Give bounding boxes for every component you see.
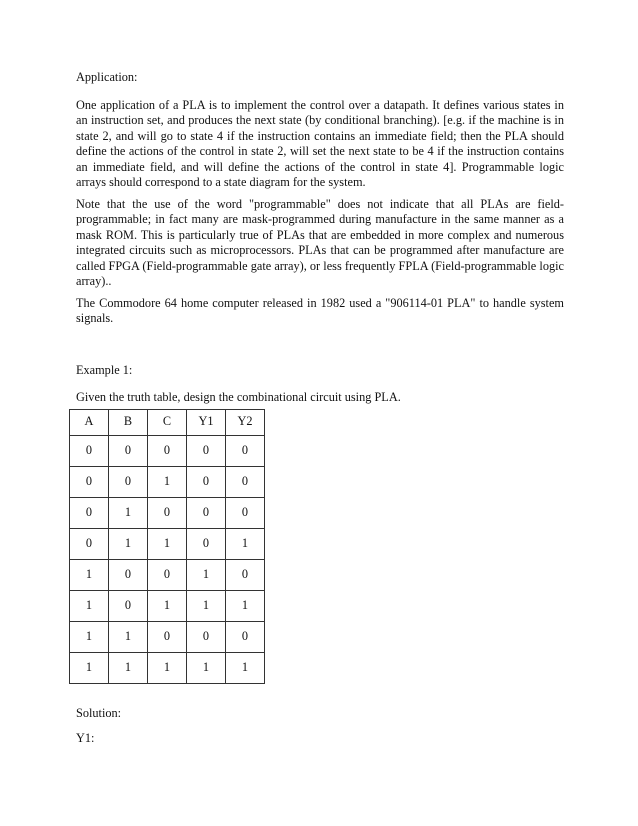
paragraph-programmable-note: Note that the use of the word "programmable" does not indicate that all PLAs are field-programmable; in fact many are mask-programmed during manufacture in the same manner as a mask ROM. This is particularly true of PLAs that are embedded in more complex and numerous integrated circuits such as microprocessors. PLAs that can be programmed after manufacture are called FPGA (Field-programmable gate array), or less frequently FPLA (Field-programmable logic array).. xyxy=(76,196,564,288)
table-cell: 1 xyxy=(226,590,265,621)
table-cell: 1 xyxy=(226,528,265,559)
table-cell: 1 xyxy=(70,590,109,621)
table-cell: 0 xyxy=(226,466,265,497)
truth-table-body xyxy=(70,435,265,683)
table-cell: 0 xyxy=(70,497,109,528)
table-cell: 0 xyxy=(109,435,148,466)
table-row xyxy=(70,528,265,559)
example-prompt: Given the truth table, design the combinational circuit using PLA. xyxy=(76,390,401,404)
table-cell: 1 xyxy=(148,652,187,683)
table-cell: 0 xyxy=(187,621,226,652)
table-cell: 0 xyxy=(109,559,148,590)
table-cell: 0 xyxy=(70,435,109,466)
table-cell: 0 xyxy=(148,497,187,528)
truth-table xyxy=(69,409,265,684)
table-cell: 0 xyxy=(226,497,265,528)
table-row xyxy=(70,466,265,497)
table-cell: 1 xyxy=(226,652,265,683)
table-row xyxy=(70,559,265,590)
table-cell: 1 xyxy=(70,652,109,683)
table-row xyxy=(70,621,265,652)
paragraph-commodore: The Commodore 64 home computer released in 1982 used a "906114-01 PLA" to handle system signals. xyxy=(76,295,564,325)
table-cell: 0 xyxy=(226,621,265,652)
table-cell: 1 xyxy=(187,559,226,590)
table-row xyxy=(70,590,265,621)
table-row xyxy=(70,497,265,528)
table-row xyxy=(70,652,265,683)
table-cell: 1 xyxy=(109,621,148,652)
table-cell: 0 xyxy=(187,497,226,528)
table-cell: 0 xyxy=(187,435,226,466)
table-row xyxy=(70,435,265,466)
table-cell: 1 xyxy=(109,497,148,528)
table-cell: 1 xyxy=(148,590,187,621)
table-cell: 0 xyxy=(226,559,265,590)
solution-label: Solution: xyxy=(76,705,122,720)
y1-label: Y1: xyxy=(76,731,95,745)
header-cell-a: A xyxy=(70,409,109,435)
paragraph-pla-application: One application of a PLA is to implement the control over a datapath. It defines various states in an instruction set, and produces the next state (by conditional branching). [e.g. if the machine is in state 2, and will go to state 4 if the instruction contains an immediate field; then the PLA should define the actions of the control in state 2, will set the next state to be 4 if the instruction contains an immediate field, and will define the actions of the control in state 4]. Programmable logic arrays should correspond to a state diagram for the system. xyxy=(76,97,564,189)
section-spacer xyxy=(76,333,564,363)
table-cell: 0 xyxy=(226,435,265,466)
table-cell: 0 xyxy=(187,466,226,497)
table-cell: 1 xyxy=(148,528,187,559)
document-page xyxy=(76,70,564,747)
header-cell-y1: Y1 xyxy=(187,409,226,435)
header-cell-c: C xyxy=(148,409,187,435)
table-cell: 0 xyxy=(187,528,226,559)
section-title: Application: xyxy=(76,70,138,84)
table-cell: 0 xyxy=(109,466,148,497)
table-cell: 1 xyxy=(187,652,226,683)
table-cell: 0 xyxy=(109,590,148,621)
table-cell: 1 xyxy=(70,559,109,590)
table-cell: 1 xyxy=(70,621,109,652)
table-cell: 1 xyxy=(109,528,148,559)
table-cell: 0 xyxy=(70,528,109,559)
table-cell: 1 xyxy=(148,466,187,497)
truth-table-header-row xyxy=(70,409,265,435)
header-cell-b: B xyxy=(109,409,148,435)
table-cell: 1 xyxy=(109,652,148,683)
table-cell: 0 xyxy=(148,621,187,652)
example-title: Example 1: xyxy=(76,362,133,377)
table-cell: 0 xyxy=(148,559,187,590)
table-cell: 0 xyxy=(148,435,187,466)
table-cell: 1 xyxy=(187,590,226,621)
header-cell-y2: Y2 xyxy=(226,409,265,435)
table-cell: 0 xyxy=(70,466,109,497)
